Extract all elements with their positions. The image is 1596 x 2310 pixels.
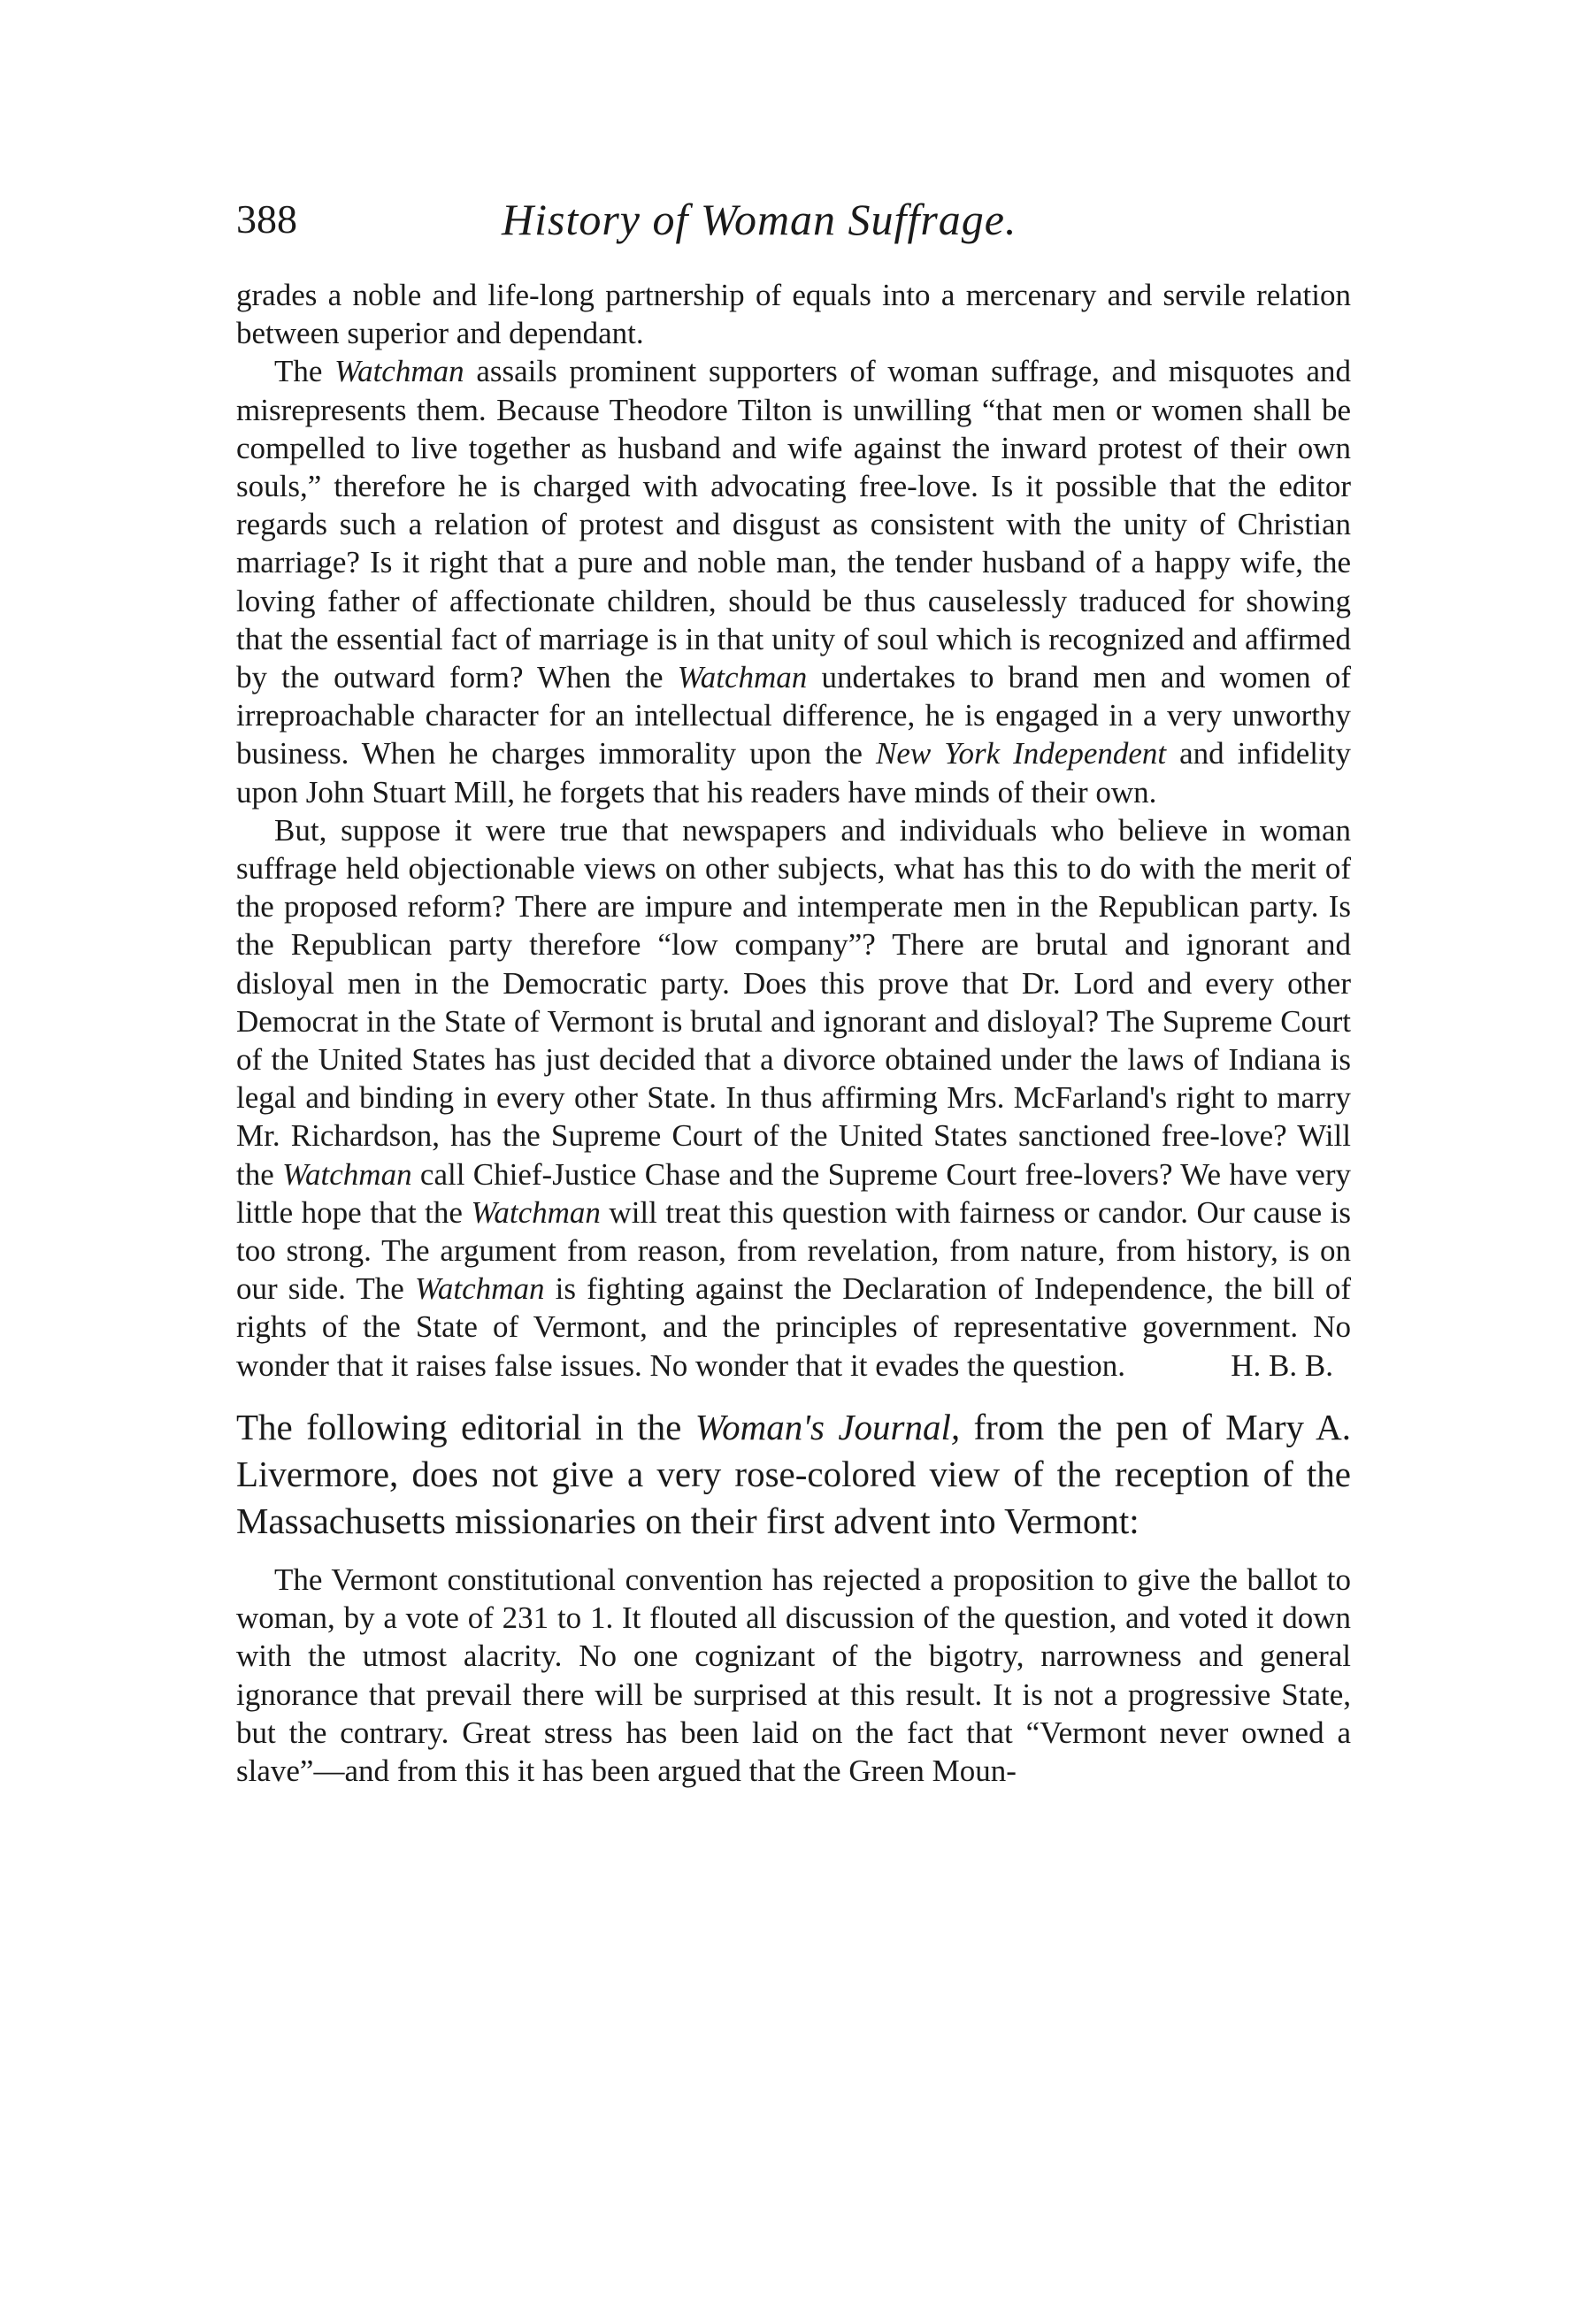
quote-paragraph-1: grades a noble and life-long partnership of equals into a mercenary and servile relation between superior and dependant. <box>236 278 1351 351</box>
text-run: undertakes to brand men and women of irreproachable character for an intellectual difference, he is engaged in a very unworthy business. When he charges immorality upon the <box>236 660 1351 771</box>
quoted-editorial <box>236 1561 1351 1790</box>
quote-paragraph-2 <box>236 352 1351 810</box>
text-run: But, suppose it were true that newspapers and individuals who believe in woman suffrage held objectionable views on other subjects, what has this to do with the merit of the proposed reform? There are impure and intemperate men in the Republican party. Is the Republican party therefore “low company”? There are brutal and ignorant and disloyal men in the Democratic party. Does this prove that Dr. Lord and every other Democrat in the State of Vermont is brutal and ignorant and disloyal? The Supreme Court of the United States has just decided that a divorce obtained under the laws of Indiana is legal and binding in every other State. In thus affirming Mrs. McFarland's right to marry Mr. Richardson, has the Supreme Court of the United States sanctioned free-love? Will the <box>236 812 1351 1192</box>
text-run: will treat this question with fairness or candor. Our cause is too strong. The argument from reason, from revelation, from nature, from history, is on our side. The <box>236 1194 1351 1307</box>
text-run: The following editorial in the <box>236 1406 695 1447</box>
page <box>236 193 1351 1790</box>
text-run: from the pen of Mary A. Livermore, does not give a very rose-colored view of the reception of the Massachusetts missionaries on their first advent into Vermont: <box>236 1406 1351 1541</box>
periodical-title: Watchman <box>334 354 464 389</box>
editorial-introduction <box>236 1404 1351 1545</box>
author-initials: H. B. B. <box>1231 1347 1333 1383</box>
quoted-letter <box>236 276 1351 1385</box>
periodical-title: Watchman <box>414 1271 545 1307</box>
periodical-title: New York Independent <box>875 736 1167 771</box>
periodical-title: Woman's Journal, <box>694 1406 961 1447</box>
text-run: call Chief-Justice Chase and the Supreme Court free-lovers? We have very little hope that the <box>236 1156 1352 1230</box>
periodical-title: Watchman <box>677 660 808 695</box>
text-run: is fighting against the Declaration of Independence, the bill of rights of the State of Vermont, and the principles of representative government. No wonder that it raises false issues. No wonder that it evades the question. <box>236 1271 1351 1383</box>
text-run: and infidelity upon John Stuart Mill, he forgets that his readers have minds of their own. <box>236 736 1351 810</box>
quote-paragraph-4: The Vermont constitutional convention has rejected a proposition to give the ballot to woman, by a vote of 231 to 1. It flouted all discussion of the question, and voted it down with the utmost alacrity. No one cognizant of the bigotry, narrowness and general ignorance that prevail there will be surprised at this result. It is not a progressive State, but the contrary. Great stress has been laid on the fact that “Vermont never owned a slave”—and from this it has been argued that the Green Moun- <box>236 1562 1351 1788</box>
quote-paragraph-3 <box>236 811 1351 1385</box>
periodical-title: Watchman <box>471 1194 601 1230</box>
text-run: assails prominent supporters of woman suffrage, and misquotes and misrepresents them. Because Theodore Tilton is unwilling “that men or women shall be compelled to live together as husband and wife against the inward protest of their own souls,” therefore he is charged with advocating free-love. Is it possible that the editor regards such a relation of protest and disgust as consistent with the unity of Christian marriage? Is it right that a pure and noble man, the tender husband of a happy wife, the loving father of affectionate children, should be thus causelessly traduced for showing that the essential fact of marriage is in that unity of soul which is recognized and affirmed by the outward form? When the <box>236 354 1351 695</box>
text-run: The <box>274 354 335 389</box>
periodical-title: Watchman <box>282 1156 412 1192</box>
running-head <box>236 193 1351 257</box>
page-number: 388 <box>236 196 297 242</box>
running-title: History of Woman Suffrage. <box>502 195 1017 244</box>
